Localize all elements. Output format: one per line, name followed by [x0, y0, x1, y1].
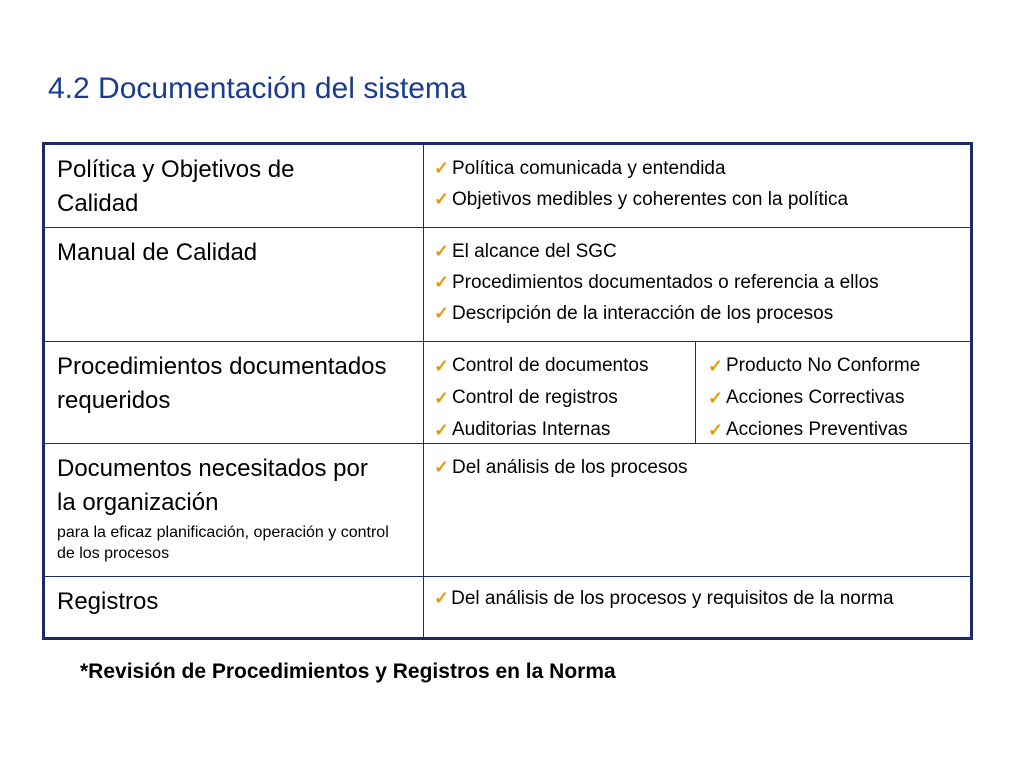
row-label: Documentos necesitados por la organización	[57, 455, 368, 516]
list-item: ✓ Descripción de la interacción de los procesos	[434, 298, 962, 329]
list-item: ✓ Del análisis de los procesos y requisitos de la norma	[434, 588, 894, 609]
page-title: 4.2 Documentación del sistema	[48, 72, 467, 105]
checkmark-icon: ✓	[434, 457, 450, 477]
list-item: ✓ Control de registros	[434, 382, 687, 414]
documentation-table	[42, 142, 973, 640]
list-item: ✓ El alcance del SGC	[434, 236, 962, 267]
checkmark-icon: ✓	[434, 303, 450, 323]
row-label: Procedimientos documentados requeridos	[57, 353, 387, 414]
list-item: ✓ Objetivos medibles y coherentes con la política	[434, 184, 962, 215]
list-item: ✓ Política comunicada y entendida	[434, 153, 962, 184]
row-items-cell	[424, 228, 970, 341]
table-row	[45, 576, 970, 637]
checkmark-icon: ✓	[708, 420, 724, 440]
row-items-cell-right	[698, 342, 970, 443]
row-sublabel: para la eficaz planificación, operación y control de los procesos	[57, 524, 389, 562]
list-item: ✓ Producto No Conforme	[708, 350, 962, 382]
table-row	[45, 145, 970, 227]
row-label-cell	[45, 577, 424, 637]
checkmark-icon: ✓	[434, 158, 450, 178]
list-item: ✓ Acciones Correctivas	[708, 382, 962, 414]
list-item: ✓ Del análisis de los procesos	[434, 452, 962, 483]
row-items-cell	[424, 444, 970, 576]
row-label: Manual de Calidad	[57, 239, 258, 266]
footnote: *Revisión de Procedimientos y Registros en la Norma	[80, 660, 616, 683]
checkmark-icon: ✓	[434, 388, 450, 408]
checkmark-icon: ✓	[434, 420, 450, 440]
checkmark-icon: ✓	[434, 189, 450, 209]
checkmark-icon: ✓	[434, 356, 450, 376]
checkmark-icon: ✓	[434, 241, 450, 261]
checkmark-icon: ✓	[708, 356, 724, 376]
row-label: Registros	[57, 588, 159, 615]
row-items-cell-left	[424, 342, 696, 443]
row-label-cell	[45, 228, 424, 341]
row-label: Política y Objetivos de Calidad	[57, 156, 295, 217]
table-row	[45, 227, 970, 341]
table-row	[45, 341, 970, 443]
list-item: ✓ Acciones Preventivas	[708, 414, 962, 446]
row-items-cell	[424, 145, 970, 227]
list-item: ✓ Procedimientos documentados o referencia a ellos	[434, 267, 962, 298]
checkmark-icon: ✓	[434, 588, 450, 608]
row-label-cell	[45, 444, 424, 576]
table-row	[45, 443, 970, 576]
list-item: ✓ Auditorias Internas	[434, 414, 687, 446]
row-items-cell	[424, 577, 970, 637]
row-label-cell	[45, 145, 424, 227]
checkmark-icon: ✓	[708, 388, 724, 408]
checkmark-icon: ✓	[434, 272, 450, 292]
row-label-cell	[45, 342, 424, 443]
list-item: ✓ Control de documentos	[434, 350, 687, 382]
